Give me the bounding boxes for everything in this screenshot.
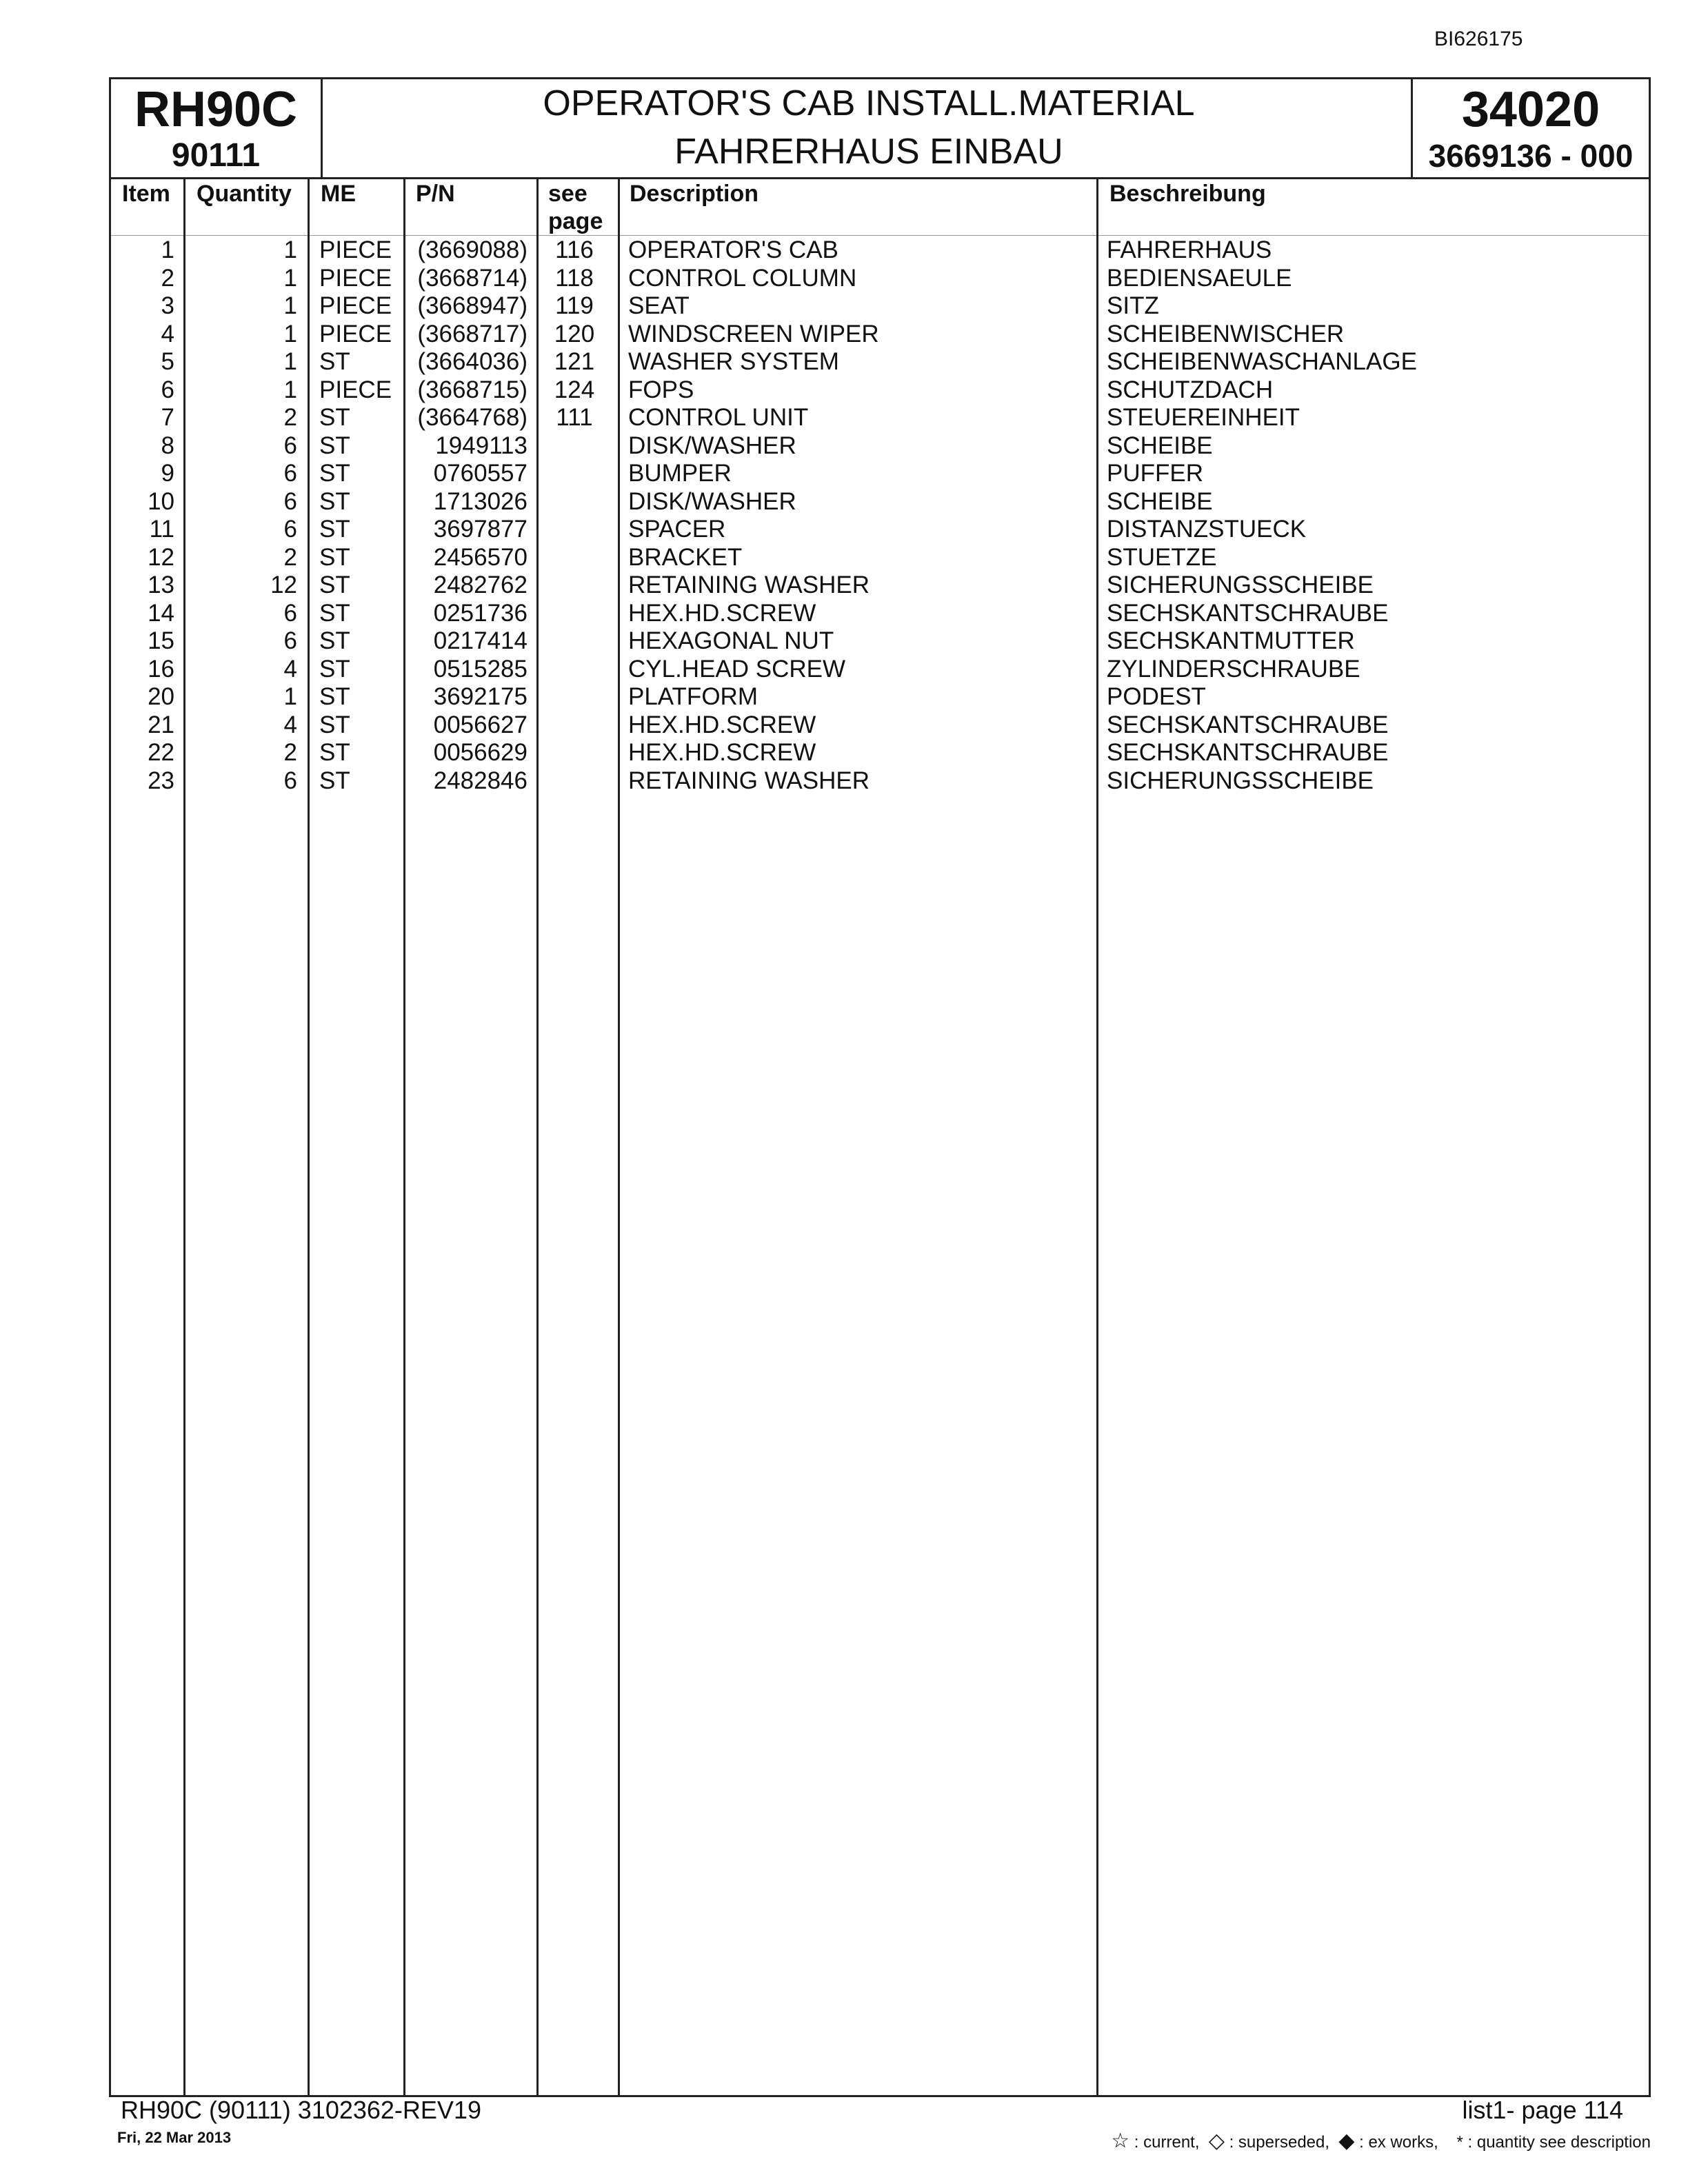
part-number: 2482762 — [433, 572, 528, 598]
quantity: 6 — [283, 432, 297, 459]
footer-page-ref: list1- page 114 — [1462, 2096, 1623, 2124]
quantity: 6 — [283, 627, 297, 654]
unit: ST — [319, 655, 350, 682]
description: SPACER — [628, 516, 726, 543]
quantity: 1 — [283, 236, 297, 263]
beschreibung: SCHUTZDACH — [1107, 376, 1274, 403]
beschreibung: SCHEIBENWISCHER — [1107, 320, 1345, 347]
quantity: 1 — [283, 348, 297, 375]
item-number: 22 — [148, 739, 174, 766]
description: RETAINING WASHER — [628, 572, 870, 598]
item-number: 23 — [148, 767, 174, 794]
description: HEX.HD.SCREW — [628, 739, 816, 766]
table-row — [111, 236, 1649, 265]
part-number: 0217414 — [433, 627, 528, 654]
table-row — [111, 292, 1649, 321]
part-number: 3692175 — [433, 683, 528, 710]
description: OPERATOR'S CAB — [628, 236, 838, 263]
part-number: (3664036) — [417, 348, 528, 375]
beschreibung: SCHEIBE — [1107, 487, 1213, 515]
diamond-filled-icon: ◆ — [1338, 2130, 1355, 2152]
col-quantity: Quantity — [197, 181, 292, 207]
unit: PIECE — [319, 264, 392, 292]
part-number: (3668947) — [417, 292, 528, 319]
part-number: (3668715) — [417, 376, 528, 403]
quantity: 6 — [283, 599, 297, 627]
see-page: 116 — [555, 236, 594, 263]
col-see-label: see — [548, 181, 587, 207]
parts-table-body — [111, 236, 1649, 795]
see-page: 119 — [555, 292, 594, 319]
item-number: 10 — [148, 487, 174, 515]
item-number: 16 — [148, 655, 174, 682]
table-row — [111, 460, 1649, 488]
unit: ST — [319, 487, 350, 515]
description: CYL.HEAD SCREW — [628, 655, 846, 682]
see-page: 118 — [555, 264, 594, 292]
unit: ST — [319, 460, 350, 487]
item-number: 9 — [161, 460, 174, 487]
table-row — [111, 432, 1649, 461]
unit: ST — [319, 516, 350, 543]
description: FOPS — [628, 376, 694, 403]
quantity: 12 — [270, 572, 297, 598]
item-number: 11 — [149, 516, 174, 543]
unit: ST — [319, 572, 350, 598]
symbol-legend — [1111, 2129, 1651, 2153]
quantity: 1 — [283, 376, 297, 403]
beschreibung: SICHERUNGSSCHEIBE — [1107, 572, 1374, 598]
table-row — [111, 711, 1649, 740]
part-number: (3668717) — [417, 320, 528, 347]
table-row — [111, 348, 1649, 376]
description: RETAINING WASHER — [628, 767, 870, 794]
unit: ST — [319, 404, 350, 431]
beschreibung: STEUEREINHEIT — [1107, 404, 1300, 431]
star-outline-icon: ☆ — [1111, 2130, 1130, 2152]
beschreibung: SICHERUNGSSCHEIBE — [1107, 767, 1374, 794]
beschreibung: SECHSKANTSCHRAUBE — [1107, 599, 1389, 627]
unit: ST — [319, 599, 350, 627]
item-number: 7 — [161, 404, 174, 431]
quantity: 6 — [283, 516, 297, 543]
part-number: 1949113 — [435, 432, 528, 459]
footer-doc-ref: RH90C (90111) 3102362-REV19 — [121, 2096, 481, 2124]
col-page-label: page — [548, 208, 603, 234]
quantity: 1 — [283, 683, 297, 710]
description: BRACKET — [628, 543, 743, 571]
quantity: 2 — [283, 739, 297, 766]
item-number: 12 — [148, 543, 174, 571]
unit: ST — [319, 543, 350, 571]
assembly-part-number: 3669136 - 000 — [1428, 138, 1634, 174]
beschreibung: ZYLINDERSCHRAUBE — [1107, 655, 1360, 682]
item-number: 21 — [148, 711, 174, 738]
item-number: 8 — [161, 432, 174, 459]
table-row — [111, 404, 1649, 432]
beschreibung: SECHSKANTMUTTER — [1107, 627, 1355, 654]
unit: ST — [319, 767, 350, 794]
description: CONTROL UNIT — [628, 404, 809, 431]
col-item: Item — [122, 181, 170, 207]
description: WASHER SYSTEM — [628, 348, 839, 375]
quantity: 4 — [283, 655, 297, 682]
see-page: 121 — [554, 348, 595, 375]
table-row — [111, 265, 1649, 293]
title-box — [321, 79, 1417, 177]
item-number: 15 — [148, 627, 174, 654]
document-id: BI626175 — [1434, 28, 1523, 50]
column-headers — [111, 177, 1649, 236]
see-page: 120 — [554, 320, 595, 347]
table-row — [111, 488, 1649, 516]
part-number: (3668714) — [417, 264, 528, 292]
item-number: 20 — [148, 683, 174, 710]
model-box — [111, 79, 323, 177]
legend-quantity: * : quantity see description — [1456, 2133, 1651, 2152]
table-row — [111, 739, 1649, 767]
part-number: 3697877 — [433, 516, 528, 543]
table-row — [111, 516, 1649, 544]
part-number: 0515285 — [433, 655, 528, 682]
part-number: 0760557 — [433, 460, 528, 487]
see-page: 111 — [556, 404, 593, 431]
beschreibung: SCHEIBENWASCHANLAGE — [1107, 348, 1417, 375]
part-number: 0056627 — [433, 711, 528, 738]
col-beschreibung: Beschreibung — [1109, 181, 1266, 207]
item-number: 5 — [161, 348, 174, 375]
quantity: 1 — [283, 320, 297, 347]
unit: PIECE — [319, 292, 392, 319]
group-number: 34020 — [1461, 82, 1600, 137]
beschreibung: BEDIENSAEULE — [1107, 264, 1292, 292]
beschreibung: SITZ — [1107, 292, 1159, 319]
unit: PIECE — [319, 236, 392, 263]
table-row — [111, 627, 1649, 656]
description: WINDSCREEN WIPER — [628, 320, 879, 347]
description: SEAT — [628, 292, 690, 319]
quantity: 4 — [283, 711, 297, 738]
table-row — [111, 321, 1649, 349]
description: HEX.HD.SCREW — [628, 711, 816, 738]
description: HEXAGONAL NUT — [628, 627, 834, 654]
description: CONTROL COLUMN — [628, 264, 857, 292]
quantity: 1 — [283, 292, 297, 319]
item-number: 1 — [161, 236, 174, 263]
unit: ST — [319, 683, 350, 710]
item-number: 3 — [161, 292, 174, 319]
quantity: 2 — [283, 404, 297, 431]
unit: ST — [319, 711, 350, 738]
item-number: 14 — [148, 599, 174, 627]
beschreibung: PUFFER — [1107, 460, 1203, 487]
part-number: 0056629 — [433, 739, 528, 766]
quantity: 6 — [283, 460, 297, 487]
description: DISK/WASHER — [628, 432, 796, 459]
description: BUMPER — [628, 460, 732, 487]
beschreibung: SECHSKANTSCHRAUBE — [1107, 711, 1389, 738]
part-number: 2482846 — [433, 767, 528, 794]
table-row — [111, 572, 1649, 600]
group-box — [1411, 79, 1649, 177]
beschreibung: STUETZE — [1107, 543, 1217, 571]
title-german: FAHRERHAUS EINBAU — [674, 132, 1063, 172]
unit: PIECE — [319, 376, 392, 403]
legend-superseded: : superseded, — [1229, 2133, 1330, 2152]
part-number: 0251736 — [433, 599, 528, 627]
col-see-page — [548, 180, 603, 235]
part-number: (3664768) — [417, 404, 528, 431]
unit: ST — [319, 348, 350, 375]
beschreibung: SECHSKANTSCHRAUBE — [1107, 739, 1389, 766]
item-number: 6 — [161, 376, 174, 403]
beschreibung: SCHEIBE — [1107, 432, 1213, 459]
quantity: 1 — [283, 264, 297, 292]
unit: ST — [319, 739, 350, 766]
col-pn: P/N — [416, 181, 455, 207]
quantity: 6 — [283, 767, 297, 794]
part-number: 2456570 — [433, 543, 528, 571]
table-row — [111, 600, 1649, 628]
diamond-outline-icon: ◇ — [1208, 2130, 1225, 2152]
item-number: 4 — [161, 320, 174, 347]
item-number: 13 — [148, 572, 174, 598]
model-name: RH90C — [134, 82, 298, 137]
header-block — [111, 79, 1649, 179]
quantity: 6 — [283, 487, 297, 515]
title-english: OPERATOR'S CAB INSTALL.MATERIAL — [543, 83, 1195, 123]
beschreibung: PODEST — [1107, 683, 1206, 710]
table-row — [111, 767, 1649, 796]
item-number: 2 — [161, 264, 174, 292]
unit: ST — [319, 432, 350, 459]
unit: ST — [319, 627, 350, 654]
see-page: 124 — [554, 376, 595, 403]
legend-current: : current, — [1134, 2133, 1200, 2152]
beschreibung: DISTANZSTUECK — [1107, 516, 1307, 543]
part-number: (3669088) — [417, 236, 528, 263]
table-row — [111, 683, 1649, 711]
col-description: Description — [630, 181, 759, 207]
description: HEX.HD.SCREW — [628, 599, 816, 627]
legend-exworks: : ex works, — [1359, 2133, 1438, 2152]
table-row — [111, 544, 1649, 572]
quantity: 2 — [283, 543, 297, 571]
unit: PIECE — [319, 320, 392, 347]
table-row — [111, 656, 1649, 684]
beschreibung: FAHRERHAUS — [1107, 236, 1272, 263]
part-number: 1713026 — [433, 487, 528, 515]
col-me: ME — [321, 181, 356, 207]
parts-list-frame — [109, 77, 1651, 2097]
description: DISK/WASHER — [628, 487, 796, 515]
table-row — [111, 376, 1649, 405]
description: PLATFORM — [628, 683, 758, 710]
footer-date: Fri, 22 Mar 2013 — [117, 2129, 232, 2146]
serial-number: 90111 — [171, 137, 261, 174]
